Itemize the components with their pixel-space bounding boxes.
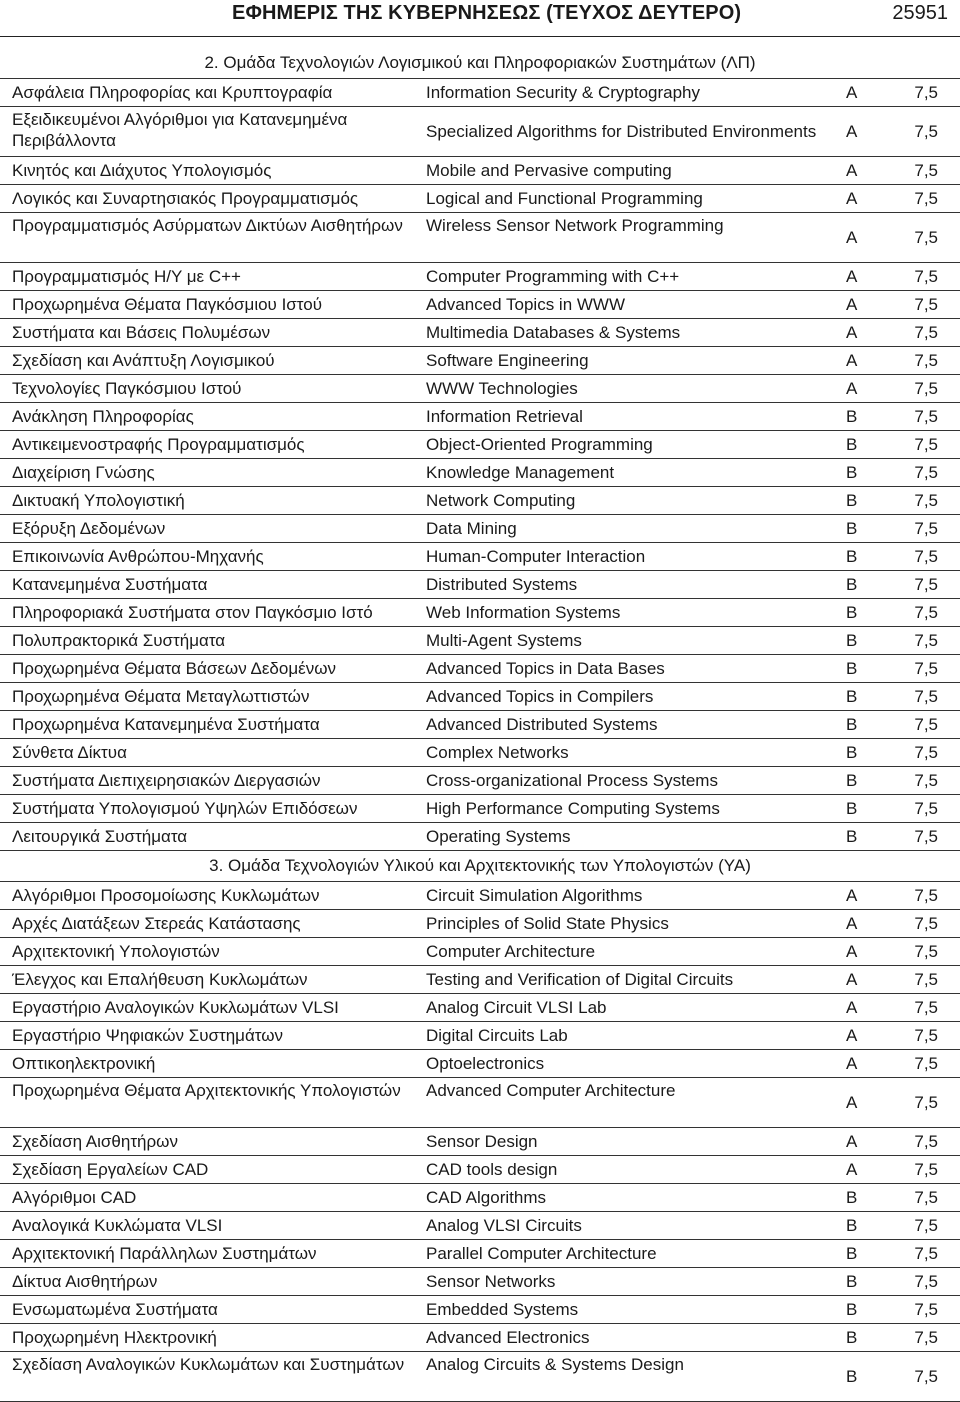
course-name-english: Advanced Topics in WWW [426,291,846,319]
course-category: B [846,627,882,655]
course-category: A [846,1128,882,1156]
group-title: 2. Ομάδα Τεχνολογιών Λογισμικού και Πληροφοριακών Συστημάτων (ΛΠ) [0,48,960,79]
course-category: A [846,347,882,375]
course-category: B [846,1240,882,1268]
course-credits: 7,5 [882,1296,960,1324]
course-credits: 7,5 [882,994,960,1022]
course-credits: 7,5 [882,487,960,515]
table-row [0,1184,960,1212]
table-row [0,683,960,711]
course-name-greek: Εξόρυξη Δεδομένων [0,515,426,543]
course-name-english: Advanced Electronics [426,1324,846,1352]
course-name-greek: Προχωρημένα Θέματα Βάσεων Δεδομένων [0,655,426,683]
course-name-english: Human-Computer Interaction [426,543,846,571]
table-row [0,1324,960,1352]
course-category: B [846,599,882,627]
course-category: A [846,882,882,910]
course-name-english: Parallel Computer Architecture [426,1240,846,1268]
course-name-greek: Κατανεμημένα Συστήματα [0,571,426,599]
table-row [0,823,960,851]
course-credits: 7,5 [882,599,960,627]
course-credits: 7,5 [882,1156,960,1184]
table-row [0,1352,960,1402]
course-name-greek: Προγραμματισμός Ασύρματων Δικτύων Αισθητήρων [0,213,426,263]
course-credits: 7,5 [882,1022,960,1050]
course-credits: 7,5 [882,739,960,767]
course-name-greek: Προχωρημένα Κατανεμημένα Συστήματα [0,711,426,739]
course-name-greek: Αλγόριθμοι Προσομοίωσης Κυκλωμάτων [0,882,426,910]
table-row [0,1296,960,1324]
course-credits: 7,5 [882,655,960,683]
course-name-english: Information Retrieval [426,403,846,431]
course-category: A [846,263,882,291]
table-row [0,571,960,599]
course-name-english: Logical and Functional Programming [426,185,846,213]
course-name-greek: Λειτουργικά Συστήματα [0,823,426,851]
course-category: B [846,739,882,767]
course-name-english: Web Information Systems [426,599,846,627]
course-name-greek: Επικοινωνία Ανθρώπου-Μηχανής [0,543,426,571]
course-category: B [846,711,882,739]
table-row [0,487,960,515]
course-category: B [846,823,882,851]
course-category: B [846,655,882,683]
course-name-english: Specialized Algorithms for Distributed Environments [426,107,846,157]
page-header [0,0,960,30]
course-credits: 7,5 [882,1268,960,1296]
course-credits: 7,5 [882,185,960,213]
table-row [0,157,960,185]
course-category: A [846,1078,882,1128]
course-name-english: Computer Programming with C++ [426,263,846,291]
course-credits: 7,5 [882,966,960,994]
table-row [0,319,960,347]
course-name-greek: Σύνθετα Δίκτυα [0,739,426,767]
course-name-english: Circuit Simulation Algorithms [426,882,846,910]
course-category: A [846,319,882,347]
course-credits: 7,5 [882,823,960,851]
table-row [0,375,960,403]
course-category: B [846,515,882,543]
course-name-greek: Αρχιτεκτονική Παράλληλων Συστημάτων [0,1240,426,1268]
table-row [0,107,960,157]
course-name-english: CAD tools design [426,1156,846,1184]
table-row [0,543,960,571]
course-name-greek: Έλεγχος και Επαλήθευση Κυκλωμάτων [0,966,426,994]
course-name-greek: Προχωρημένα Θέματα Παγκόσμιου Ιστού [0,291,426,319]
course-category: B [846,1212,882,1240]
table-row [0,655,960,683]
course-credits: 7,5 [882,1184,960,1212]
course-name-greek: Ενσωματωμένα Συστήματα [0,1296,426,1324]
table-row [0,739,960,767]
course-category: B [846,1324,882,1352]
course-category: A [846,994,882,1022]
course-name-english: Cross-organizational Process Systems [426,767,846,795]
course-name-greek: Εξειδικευμένοι Αλγόριθμοι για Κατανεμημένα Περιβάλλοντα [0,107,426,157]
course-name-greek: Πληροφοριακά Συστήματα στον Παγκόσμιο Ιστό [0,599,426,627]
course-name-greek: Σχεδίαση και Ανάπτυξη Λογισμικού [0,347,426,375]
table-row [0,291,960,319]
course-credits: 7,5 [882,319,960,347]
courses-table-body [0,79,960,851]
table-row [0,459,960,487]
table-row [0,515,960,543]
course-name-english: Advanced Topics in Compilers [426,683,846,711]
header-rule [0,36,960,37]
course-category: A [846,1022,882,1050]
table-row [0,1156,960,1184]
course-credits: 7,5 [882,1212,960,1240]
course-name-english: Network Computing [426,487,846,515]
course-category: A [846,966,882,994]
course-name-greek: Σχεδίαση Αναλογικών Κυκλωμάτων και Συστημάτων [0,1352,426,1402]
course-name-greek: Αρχές Διατάξεων Στερεάς Κατάστασης [0,910,426,938]
table-row [0,1268,960,1296]
course-name-english: Software Engineering [426,347,846,375]
course-name-english: Computer Architecture [426,938,846,966]
table-row [0,767,960,795]
course-name-english: Operating Systems [426,823,846,851]
course-listing [0,48,960,1402]
table-row [0,185,960,213]
table-row [0,910,960,938]
table-row [0,403,960,431]
table-row [0,599,960,627]
course-name-english: WWW Technologies [426,375,846,403]
table-row [0,1078,960,1128]
course-name-english: Advanced Topics in Data Bases [426,655,846,683]
course-name-greek: Κινητός και Διάχυτος Υπολογισμός [0,157,426,185]
course-category: B [846,571,882,599]
course-category: B [846,403,882,431]
course-category: B [846,1296,882,1324]
course-credits: 7,5 [882,627,960,655]
course-credits: 7,5 [882,347,960,375]
course-name-english: CAD Algorithms [426,1184,846,1212]
course-name-english: Principles of Solid State Physics [426,910,846,938]
page-number: 25951 [892,2,948,24]
course-category: B [846,1184,882,1212]
course-credits: 7,5 [882,767,960,795]
course-category: A [846,213,882,263]
course-credits: 7,5 [882,1352,960,1402]
course-name-english: Embedded Systems [426,1296,846,1324]
group-title: 3. Ομάδα Τεχνολογιών Υλικού και Αρχιτεκτονικής των Υπολογιστών (ΥΑ) [0,851,960,882]
course-name-english: High Performance Computing Systems [426,795,846,823]
table-row [0,1240,960,1268]
course-credits: 7,5 [882,938,960,966]
course-name-greek: Τεχνολογίες Παγκόσμιου Ιστού [0,375,426,403]
course-credits: 7,5 [882,157,960,185]
table-row [0,1022,960,1050]
course-name-greek: Λογικός και Συναρτησιακός Προγραμματισμός [0,185,426,213]
course-name-greek: Οπτικοηλεκτρονική [0,1050,426,1078]
course-name-english: Sensor Design [426,1128,846,1156]
journal-title: ΕΦΗΜΕΡΙΣ ΤΗΣ ΚΥΒΕΡΝΗΣΕΩΣ (ΤΕΥΧΟΣ ΔΕΥΤΕΡΟ) [232,2,742,24]
course-name-greek: Διαχείριση Γνώσης [0,459,426,487]
table-row [0,1212,960,1240]
course-name-english: Complex Networks [426,739,846,767]
course-category: A [846,1050,882,1078]
course-credits: 7,5 [882,459,960,487]
course-credits: 7,5 [882,375,960,403]
course-credits: 7,5 [882,543,960,571]
course-category: A [846,375,882,403]
course-name-english: Testing and Verification of Digital Circuits [426,966,846,994]
course-name-english: Sensor Networks [426,1268,846,1296]
course-credits: 7,5 [882,1324,960,1352]
course-name-english: Advanced Distributed Systems [426,711,846,739]
course-name-greek: Συστήματα Υπολογισμού Υψηλών Επιδόσεων [0,795,426,823]
course-credits: 7,5 [882,431,960,459]
course-name-greek: Προγραμματισμός Η/Υ με C++ [0,263,426,291]
course-name-greek: Εργαστήριο Ψηφιακών Συστημάτων [0,1022,426,1050]
course-name-english: Mobile and Pervasive computing [426,157,846,185]
course-credits: 7,5 [882,882,960,910]
table-row [0,966,960,994]
table-row [0,882,960,910]
course-credits: 7,5 [882,79,960,107]
course-credits: 7,5 [882,403,960,431]
course-credits: 7,5 [882,1240,960,1268]
course-name-greek: Αντικειμενοστραφής Προγραμματισμός [0,431,426,459]
course-credits: 7,5 [882,683,960,711]
table-row [0,347,960,375]
course-name-greek: Αρχιτεκτονική Υπολογιστών [0,938,426,966]
course-category: B [846,1268,882,1296]
course-category: B [846,1352,882,1402]
table-row [0,1128,960,1156]
course-name-english: Data Mining [426,515,846,543]
course-name-greek: Εργαστήριο Αναλογικών Κυκλωμάτων VLSI [0,994,426,1022]
table-row [0,711,960,739]
course-name-english: Digital Circuits Lab [426,1022,846,1050]
table-row [0,431,960,459]
course-name-greek: Προχωρημένη Ηλεκτρονική [0,1324,426,1352]
course-name-english: Advanced Computer Architecture [426,1078,846,1128]
courses-table-body [0,882,960,1402]
course-category: A [846,107,882,157]
course-category: B [846,795,882,823]
course-category: A [846,157,882,185]
course-name-english: Analog VLSI Circuits [426,1212,846,1240]
course-credits: 7,5 [882,910,960,938]
course-name-greek: Σχεδίαση Αισθητήρων [0,1128,426,1156]
course-category: B [846,683,882,711]
course-credits: 7,5 [882,291,960,319]
course-name-greek: Συστήματα και Βάσεις Πολυμέσων [0,319,426,347]
course-credits: 7,5 [882,263,960,291]
table-row [0,213,960,263]
course-category: A [846,910,882,938]
course-name-greek: Προχωρημένα Θέματα Αρχιτεκτονικής Υπολογιστών [0,1078,426,1128]
course-name-english: Multi-Agent Systems [426,627,846,655]
course-category: B [846,767,882,795]
table-row [0,938,960,966]
table-row [0,627,960,655]
table-row [0,263,960,291]
course-name-greek: Σχεδίαση Εργαλείων CAD [0,1156,426,1184]
course-name-greek: Ανάκληση Πληροφορίας [0,403,426,431]
course-name-greek: Συστήματα Διεπιχειρησιακών Διεργασιών [0,767,426,795]
course-name-english: Optoelectronics [426,1050,846,1078]
courses-table [0,79,960,851]
course-name-greek: Δικτυακή Υπολογιστική [0,487,426,515]
course-category: B [846,543,882,571]
course-name-english: Analog Circuits & Systems Design [426,1352,846,1402]
course-category: B [846,459,882,487]
course-credits: 7,5 [882,1050,960,1078]
courses-table [0,882,960,1402]
course-credits: 7,5 [882,515,960,543]
course-credits: 7,5 [882,795,960,823]
course-name-greek: Δίκτυα Αισθητήρων [0,1268,426,1296]
course-name-english: Information Security & Cryptography [426,79,846,107]
course-credits: 7,5 [882,107,960,157]
table-row [0,79,960,107]
course-name-greek: Αναλογικά Κυκλώματα VLSI [0,1212,426,1240]
course-category: A [846,79,882,107]
table-row [0,1050,960,1078]
course-name-english: Analog Circuit VLSI Lab [426,994,846,1022]
course-category: A [846,185,882,213]
course-category: B [846,431,882,459]
course-credits: 7,5 [882,213,960,263]
course-credits: 7,5 [882,1078,960,1128]
course-name-english: Knowledge Management [426,459,846,487]
course-name-english: Distributed Systems [426,571,846,599]
course-category: A [846,1156,882,1184]
course-category: B [846,487,882,515]
course-name-greek: Προχωρημένα Θέματα Μεταγλωττιστών [0,683,426,711]
course-category: A [846,938,882,966]
course-credits: 7,5 [882,571,960,599]
course-category: A [846,291,882,319]
course-name-greek: Αλγόριθμοι CAD [0,1184,426,1212]
course-credits: 7,5 [882,711,960,739]
course-name-greek: Πολυπρακτορικά Συστήματα [0,627,426,655]
table-row [0,795,960,823]
course-name-english: Object-Oriented Programming [426,431,846,459]
course-name-english: Wireless Sensor Network Programming [426,213,846,263]
course-credits: 7,5 [882,1128,960,1156]
table-row [0,994,960,1022]
course-name-english: Multimedia Databases & Systems [426,319,846,347]
course-name-greek: Ασφάλεια Πληροφορίας και Κρυπτογραφία [0,79,426,107]
